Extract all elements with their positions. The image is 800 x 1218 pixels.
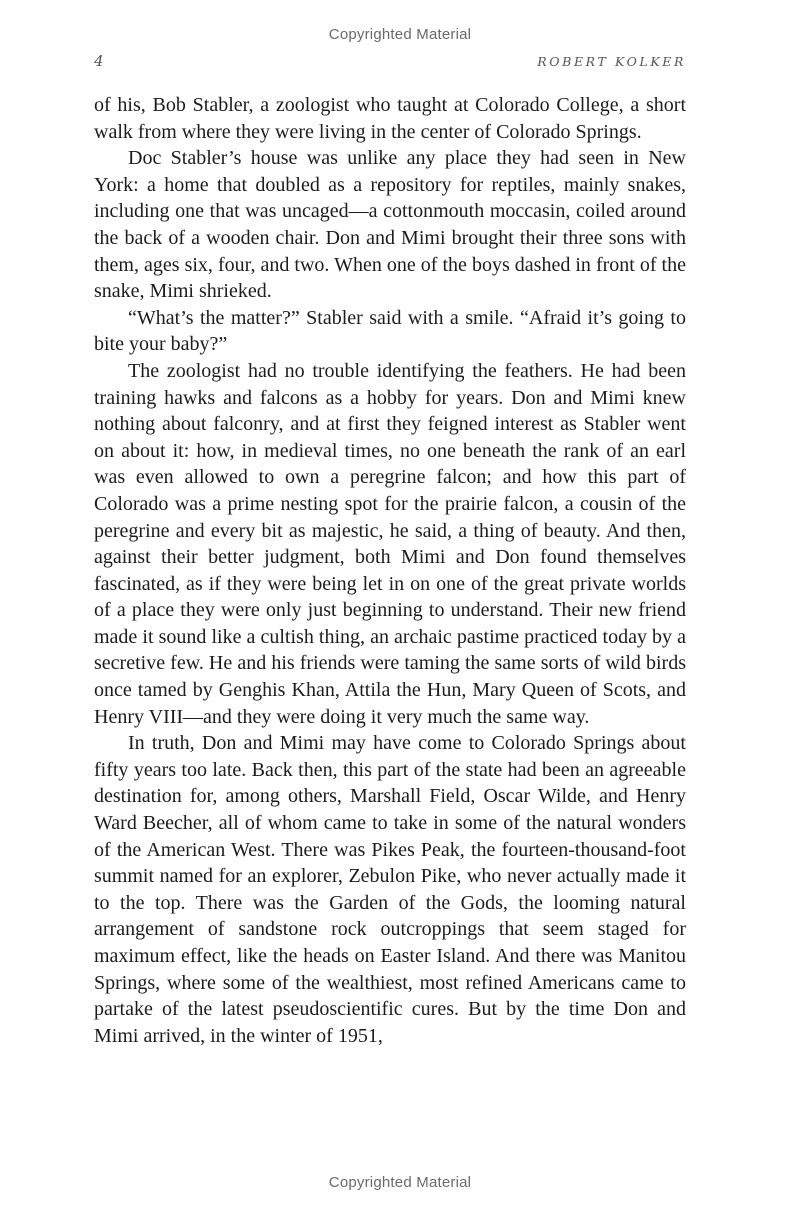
copyright-watermark-bottom: Copyrighted Material (328, 1174, 472, 1191)
paragraph-continued: of his, Bob Stabler, a zoologist who taught at Colorado College, a short walk from where they were living in the center of Colorado Springs. (94, 94, 686, 143)
body-text (94, 92, 686, 1049)
page-number: 4 (94, 52, 104, 70)
paragraph: “What’s the matter?” Stabler said with a smile. “Afraid it’s going to bite your baby?” (94, 306, 686, 356)
running-head (94, 52, 686, 72)
paragraph: In truth, Don and Mimi may have come to Colorado Springs about fifty years too late. Back then, this part of the state had been an agreeable destination for, among others, Marshall Field, Oscar Wilde, and Henry Ward Beecher, all of whom came to take in some of the natural wonders of the American West. There was Pikes Peak, the fourteen-thousand-foot summit named for an explorer, Zebulon Pike, who never actually made it to the top. There was the Garden of the Gods, the looming natural arrangement of sandstone rock outcroppings that seem staged for maximum effect, like the heads on Easter Island. And there was Manitou Springs, where some of the wealthiest, most refined Americans came to partake of the latest pseudoscientific cures. But by the time Don and Mimi arrived, in the winter of 1951, (94, 732, 686, 1047)
paragraph: Doc Stabler’s house was unlike any place they had seen in New York: a home that doubled as a repository for reptiles, mainly snakes, including one that was uncaged—a cottonmouth moccasin, coiled around the back of a wooden chair. Don and Mimi brought their three sons with them, ages six, four, and two. When one of the boys dashed in front of the snake, Mimi shrieked. (94, 147, 686, 303)
paragraph: The zoologist had no trouble identifying the feathers. He had been training hawks and falcons as a hobby for years. Don and Mimi knew nothing about falconry, and at first they feigned interest as Stabler went on about it: how, in medieval times, no one beneath the rank of an earl was even allowed to own a peregrine falcon; and how this part of Colorado was a prime nesting spot for the prairie falcon, a cousin of the peregrine and every bit as majestic, he said, a thing of beauty. And then, against their better judgment, both Mimi and Don found themselves fascinated, as if they were being let in on one of the great private worlds of a place they were only just beginning to understand. Their new friend made it sound like a cultish thing, an archaic pastime practiced today by a secretive few. He and his friends were taming the same sorts of wild birds once tamed by Genghis Khan, Attila the Hun, Mary Queen of Scots, and Henry VIII—and they were doing it very much the same way. (94, 359, 686, 728)
copyright-watermark-top: Copyrighted Material (328, 26, 472, 43)
author-running-title: ROBERT KOLKER (537, 54, 686, 69)
